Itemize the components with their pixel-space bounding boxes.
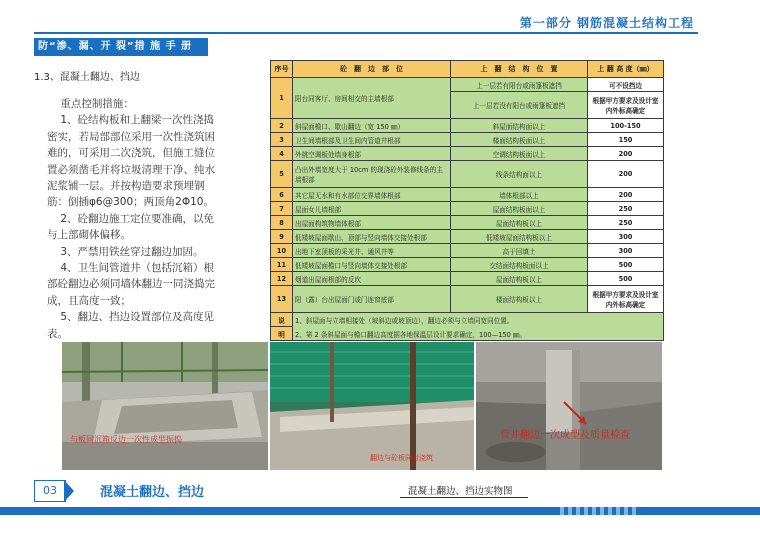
row-location: 卫生间墙根部及卫生间内管道井根部 <box>293 133 451 147</box>
row-height: 可不设挡边 <box>588 78 664 92</box>
table-row <box>271 202 664 216</box>
photo-3-caption: 管井翻边一次成型及质量检查 <box>500 430 630 441</box>
row-structure: 斜屋面结构面以上 <box>451 119 588 133</box>
footer-title: 混凝土翻边、挡边 <box>100 485 205 500</box>
row-structure: 楼面结构板面以上 <box>451 133 588 147</box>
notes-text <box>293 313 664 341</box>
table-row <box>271 216 664 230</box>
row-height: 200 <box>588 161 664 188</box>
row-height: 300 <box>588 230 664 244</box>
note-line-2: 2、第 2 条斜屋面与檐口翻边高度据各地保温层设计要求确定，100—150 ㎜。 <box>295 330 527 339</box>
row-structure: 空调结构板面以上 <box>451 147 588 161</box>
row-no: 1 <box>271 78 293 119</box>
table-row <box>271 147 664 161</box>
row-height: 500 <box>588 258 664 272</box>
row-no: 2 <box>271 119 293 133</box>
notes-label: 说 <box>271 313 293 327</box>
table-row <box>271 133 664 147</box>
table-row <box>271 188 664 202</box>
row-structure: 线条结构面以上 <box>451 161 588 188</box>
photo-1-caption: 与板同沉箱反边一次性成型振捣 <box>70 435 182 444</box>
header-no: 序号 <box>271 61 293 78</box>
row-no: 9 <box>271 230 293 244</box>
row-height: 150 <box>588 133 664 147</box>
row-structure: 高于回填土 <box>451 244 588 258</box>
row-structure: 屋面结构板以上 <box>451 272 588 286</box>
row-no: 5 <box>271 161 293 188</box>
row-structure: 低矮坡屋面结构板以上 <box>451 230 588 244</box>
row-structure: 屋面结构板以上 <box>451 216 588 230</box>
row-height: 250 <box>588 202 664 216</box>
table-row <box>271 272 664 286</box>
footer-stripe <box>0 500 760 508</box>
row-no: 12 <box>271 272 293 286</box>
row-location: 其它屋无水和有水部位交界墙体根部 <box>293 188 451 202</box>
photo-2 <box>270 342 474 470</box>
table-row <box>271 244 664 258</box>
row-location: 低矮坡屋面歇山、顶部与竖向墙体交接处根部 <box>293 230 451 244</box>
row-no: 11 <box>271 258 293 272</box>
spec-table <box>270 60 664 341</box>
photo-2-caption: 翻边与砼板同时浇筑 <box>370 454 433 462</box>
row-structure: 交结面结构板面以上 <box>451 258 588 272</box>
photos-caption: 混凝土翻边、挡边实物图 <box>408 486 513 497</box>
row-structure: 墙体根部以上 <box>451 188 588 202</box>
row-location: 斜屋面檐口、歇山翻边（宽 150 ㎜） <box>293 119 451 133</box>
row-no: 7 <box>271 202 293 216</box>
row-location: 烟道出屋面根部的反坎 <box>293 272 451 286</box>
notes-label: 明 <box>271 327 293 341</box>
header-location: 砼 翻 边 部 位 <box>293 61 451 78</box>
row-no: 13 <box>271 286 293 313</box>
row-structure: 楼面结构板以上 <box>451 286 588 313</box>
page-arrow-icon <box>64 480 74 502</box>
photo-3 <box>476 342 662 470</box>
row-structure: 屋面结构板面以上 <box>451 202 588 216</box>
table-header-row <box>271 61 664 78</box>
row-structure: 上一层若没有阳台或雨篷板遮挡 <box>451 92 588 119</box>
table-notes-row <box>271 313 664 327</box>
table-row <box>271 286 664 313</box>
caption-underline <box>400 497 528 498</box>
row-height: 根据甲方要求及设计室内外标高确定 <box>588 92 664 119</box>
part-title: 第一部分 钢筋混凝土结构工程 <box>519 16 694 30</box>
header-structure: 上 翻 结 构 位 置 <box>451 61 588 78</box>
photo-1 <box>62 342 268 470</box>
row-location: 低矮坡屋面檐口与竖向墙体交接处根部 <box>293 258 451 272</box>
table-row <box>271 161 664 188</box>
row-no: 4 <box>271 147 293 161</box>
section-body: 重点控制措施： 1、砼结构板和上翻梁一次性浇捣密实，若局部部位采用一次性浇筑困难的，可采用二次浇筑，但施工缝位置必须凿毛并将垃圾清理干净、纯水泥浆铺一层。并按构造要求预埋钢筋：倒插φ6@300；两顶角2Φ10。 2、砼翻边施工定位要准确，以免与上部砌体偏移。 3、严禁用铁丝穿过翻边加固。 4、卫生间管道井（包括沉箱）根部砼翻边必须同墙体翻边一同浇捣完成，且高度一致； 5、翻边、挡边设置部位及高度见表。 <box>47 98 215 340</box>
row-location: 阳（露）台出屋面门或门连窗底部 <box>293 286 451 313</box>
row-no: 3 <box>271 133 293 147</box>
row-height: 200 <box>588 188 664 202</box>
row-structure: 上一层若有阳台或雨篷板遮挡 <box>451 78 588 92</box>
table-row <box>271 119 664 133</box>
table-row <box>271 258 664 272</box>
row-height: 100-150 <box>588 119 664 133</box>
row-height: 根据甲方要求及设计室内外标高确定 <box>588 286 664 313</box>
row-no: 10 <box>271 244 293 258</box>
page-number: 03 <box>34 480 66 502</box>
note-line-1: 1、斜屋面与立墙相接处（坡斜边或坡顶边），翻边必须与立墙同宽同位置。 <box>295 316 514 325</box>
row-location: 出地下室顶板的采光井、通风井等 <box>293 244 451 258</box>
row-no: 8 <box>271 216 293 230</box>
section-title: 1.3、混凝土翻边、挡边 <box>34 72 140 83</box>
header-height: 上 翻 高 度（㎜） <box>588 61 664 78</box>
row-location: 凸出外墙宽度大于 10cm 的现浇砼外装修线条的主墙根部 <box>293 161 451 188</box>
row-no: 6 <box>271 188 293 202</box>
table-row <box>271 230 664 244</box>
row-height: 200 <box>588 147 664 161</box>
row-location: 出屋面构筑物墙体根部 <box>293 216 451 230</box>
header-rule <box>34 32 698 34</box>
table-row <box>271 78 664 92</box>
row-location: 屋面女儿墙根部 <box>293 202 451 216</box>
row-height: 300 <box>588 244 664 258</box>
row-location: 阳台同客厅、房间相交的主墙根部 <box>293 78 451 119</box>
row-height: 500 <box>588 272 664 286</box>
row-height: 250 <box>588 216 664 230</box>
row-location: 外挑空调板处墙身根部 <box>293 147 451 161</box>
manual-band: 防“渗、漏、开 裂”措 施 手 册 <box>34 38 208 56</box>
